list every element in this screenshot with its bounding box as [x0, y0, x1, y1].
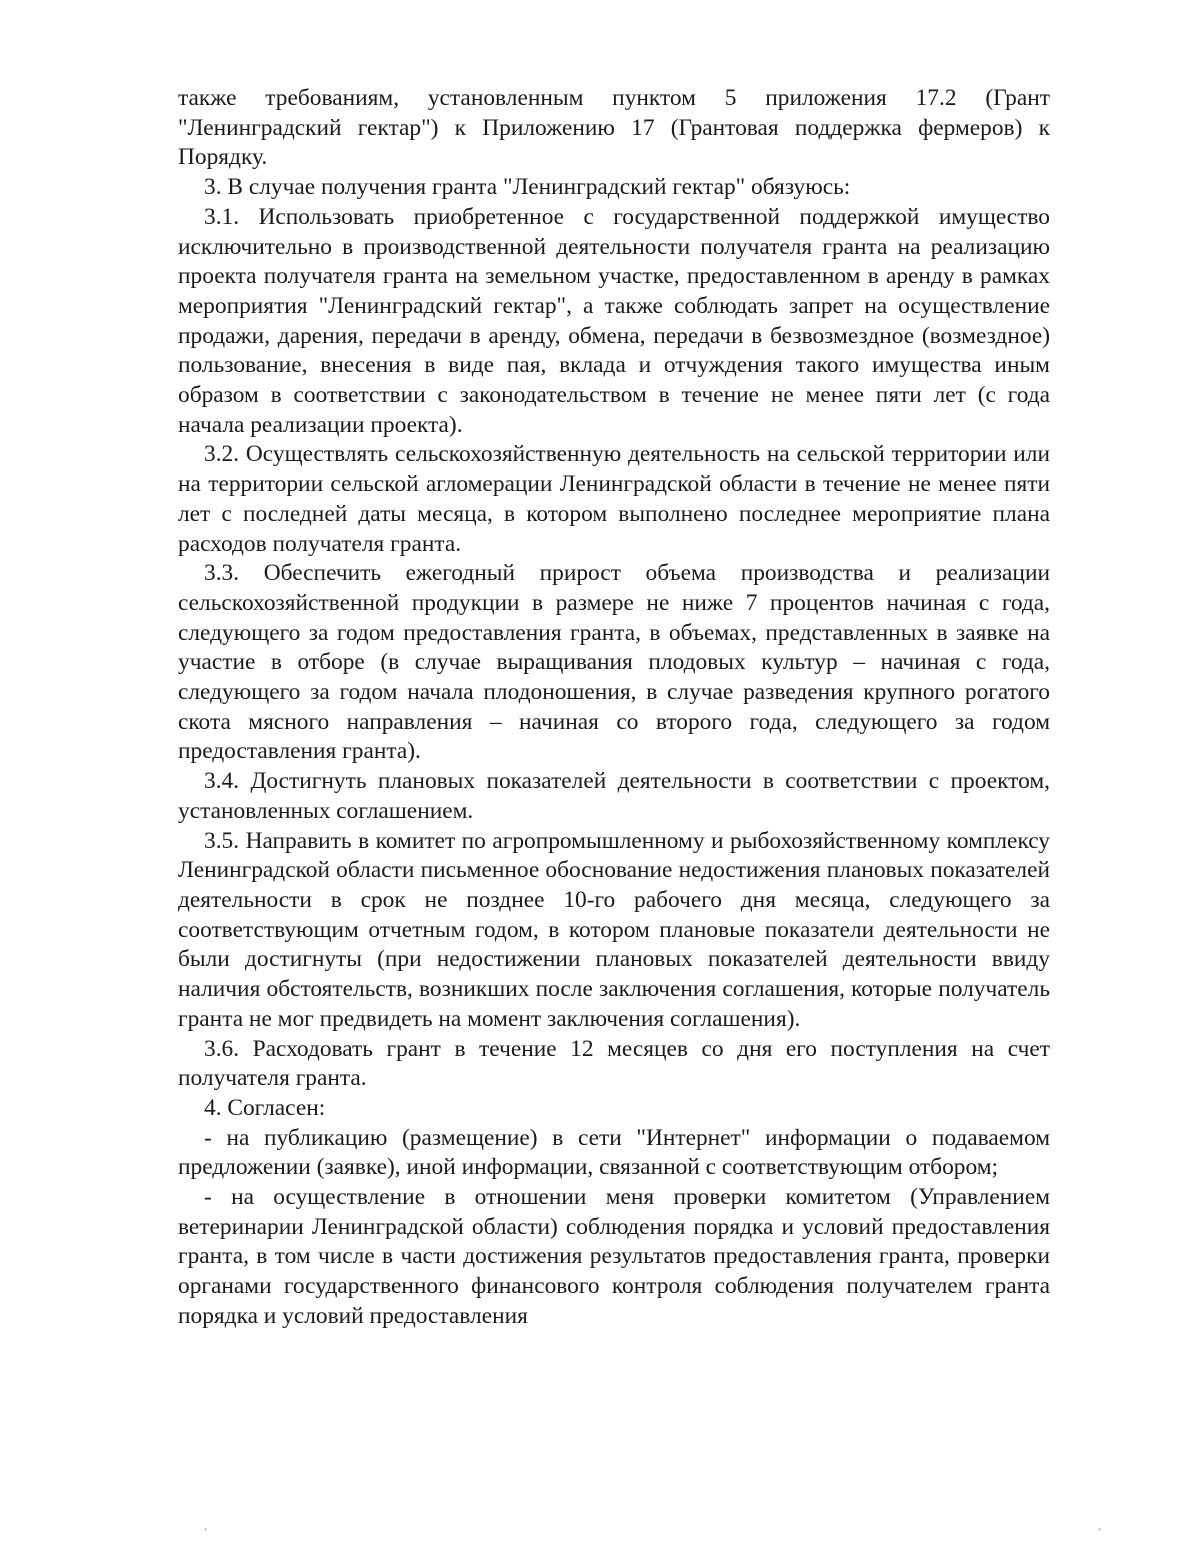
paragraph-item-4: 4. Согласен:: [204, 1094, 326, 1121]
paragraph-item-3-6: 3.6. Расходовать грант в течение 12 месяцев со дня его поступления на счет получателя гранта.: [178, 1035, 1050, 1092]
paragraph-item-3-5: 3.5. Направить в комитет по агропромышленному и рыбохозяйственному комплексу Ленинградской области письменное обоснование недостижения плановых показателей деятельности в срок не позднее 10-го рабочего дня месяца, следующего за соответствующим отчетным годом, в котором плановые показатели деятельности не были достигнуты (при недостижении плановых показателей деятельности ввиду наличия обстоятельств, возникших после заключения соглашения, которые получатель гранта не мог предвидеть на момент заключения соглашения).: [178, 827, 1050, 1032]
paragraph-item-3: 3. В случае получения гранта "Ленинградский гектар" обязуюсь:: [204, 174, 851, 201]
scan-speck: [204, 1528, 207, 1531]
paragraph-continuation: также требованиям, установленным пунктом 5 приложения 17.2 (Грант "Ленинградский гектар") к Приложению 17 (Грантовая поддержка фермеров) к Порядку.: [178, 85, 1050, 171]
paragraph-consent-publication: - на публикацию (размещение) в сети "Интернет" информации о подаваемом предложении (заявке), иной информации, связанной с соответствующим отбором;: [178, 1124, 1050, 1181]
paragraph-item-3-1: 3.1. Использовать приобретенное с государственной поддержкой имущество исключительно в производственной деятельности получателя гранта на реализацию проекта получателя гранта на земельном участке, предоставленном в аренду в рамках мероприятия "Ленинградский гектар", а также соблюдать запрет на осуществление продажи, дарения, передачи в аренду, обмена, передачи в безвозмездное (возмездное) пользование, внесения в виде пая, вклада и отчуждения такого имущества иным образом в соответствии с законодательством в течение не менее пяти лет (с года начала реализации проекта).: [178, 203, 1050, 438]
paragraph-item-3-3: 3.3. Обеспечить ежегодный прирост объема производства и реализации сельскохозяйственной продукции в размере не ниже 7 процентов начиная с года, следующего за годом предоставления гранта, в объемах, представленных в заявке на участие в отборе (в случае выращивания плодовых культур – начиная с года, следующего за годом начала плодоношения, в случае разведения крупного рогатого скота мясного направления – начиная со второго года, следующего за годом предоставления гранта).: [178, 560, 1050, 765]
document-body: [178, 84, 1050, 1332]
paragraph-item-3-2: 3.2. Осуществлять сельскохозяйственную деятельность на сельской территории или на территории сельской агломерации Ленинградской области в течение не менее пяти лет с последней даты месяца, в котором выполнено последнее мероприятие плана расходов получателя гранта.: [178, 441, 1050, 557]
paragraph-consent-inspection: - на осуществление в отношении меня проверки комитетом (Управлением ветеринарии Ленинградской области) соблюдения порядка и условий предоставления гранта, в том числе в части достижения результатов предоставления гранта, проверки органами государственного финансового контроля соблюдения получателем гранта порядка и условий предоставления: [178, 1184, 1050, 1329]
paragraph-item-3-4: 3.4. Достигнуть плановых показателей деятельности в соответствии с проектом, установленных соглашением.: [178, 768, 1050, 824]
scan-speck: [1098, 1528, 1101, 1531]
